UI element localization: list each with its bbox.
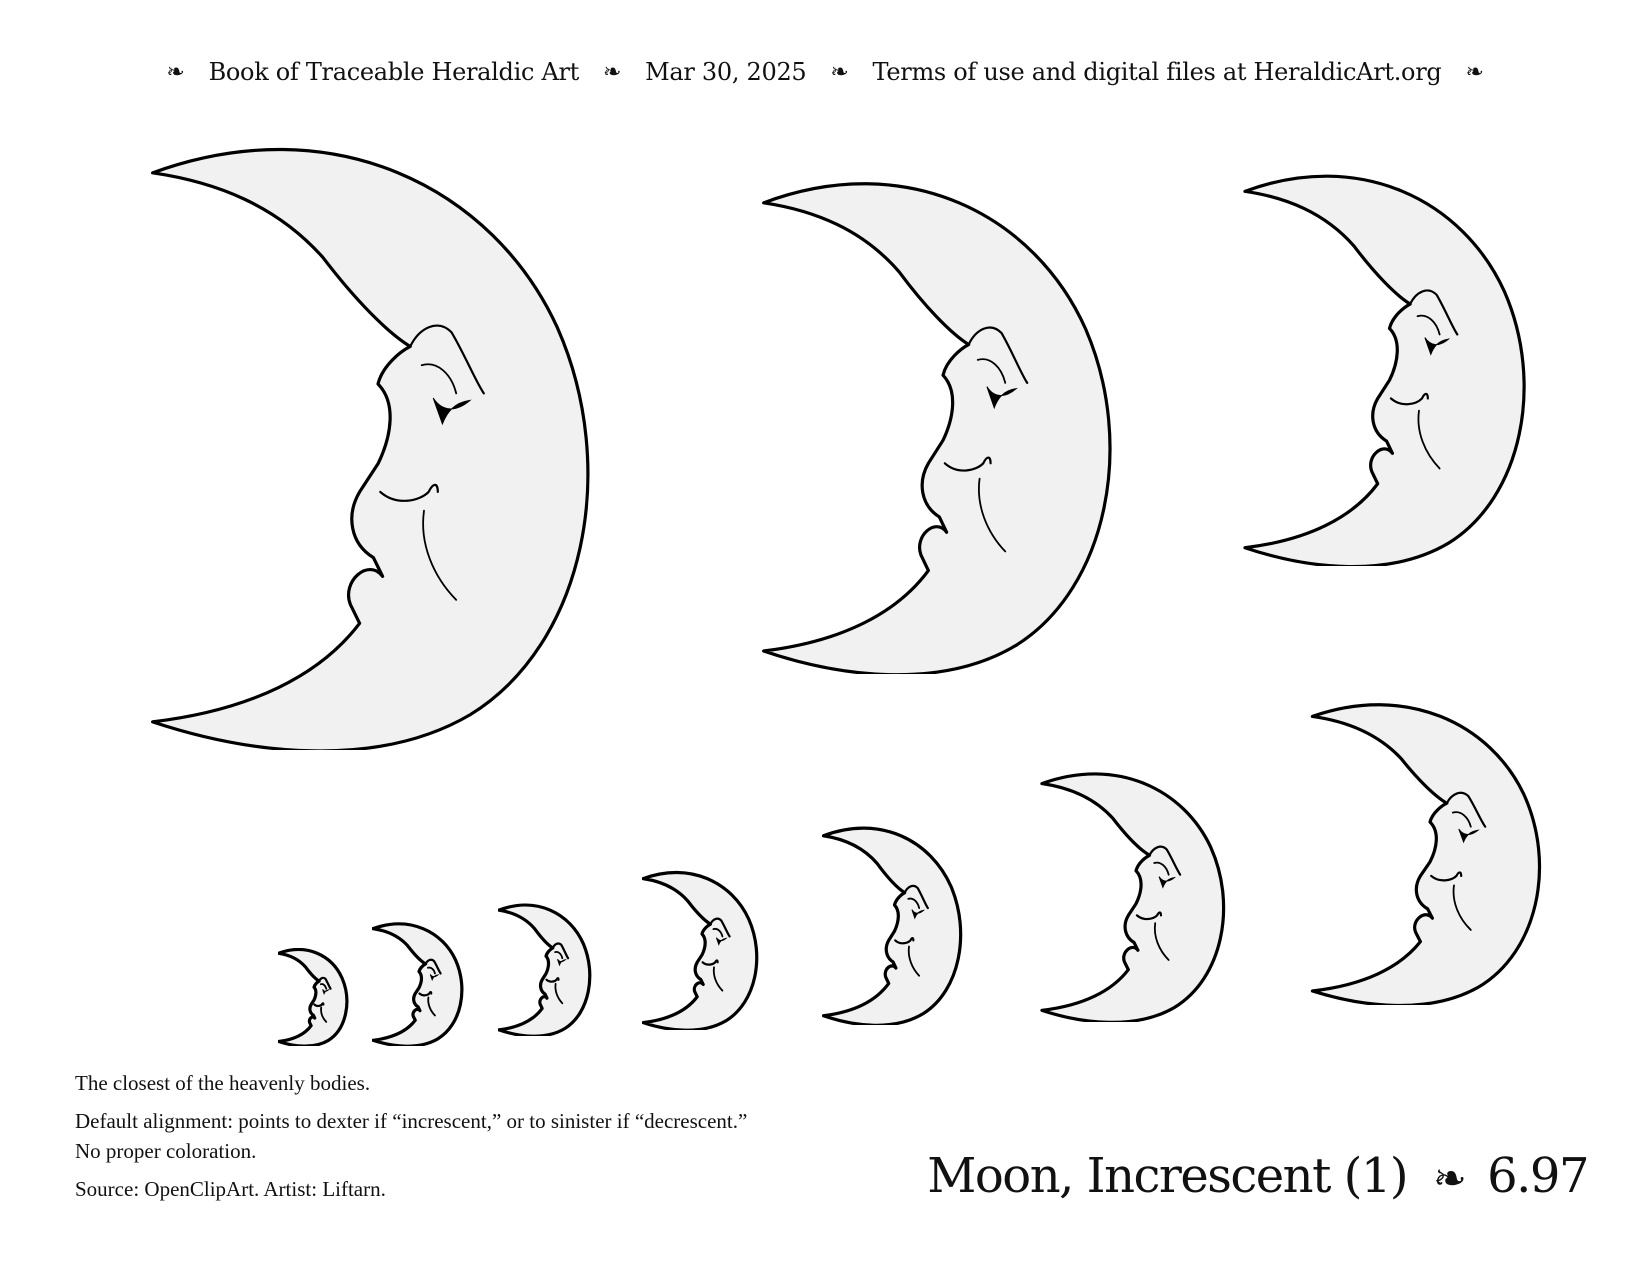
moon-figure-4	[1310, 700, 1550, 1005]
moon-figure-7	[642, 870, 762, 1030]
moon-figure-8	[498, 903, 594, 1036]
description-line: The closest of the heavenly bodies.	[75, 1071, 371, 1095]
moon-figure-10	[278, 948, 350, 1046]
moon-figure-5	[1040, 770, 1232, 1022]
fleuron-ornament: ❧	[603, 59, 622, 85]
plate-title: Moon, Increscent (1)	[927, 1148, 1408, 1204]
moon-figure-1	[148, 140, 608, 750]
moon-figure-9	[372, 922, 466, 1046]
fleuron-ornament: ❧	[1465, 59, 1484, 85]
fleuron-ornament: ❧	[830, 59, 849, 85]
moon-figure-6	[822, 825, 967, 1025]
moon-figure-2	[760, 176, 1126, 674]
plate-title-block	[927, 1148, 1588, 1204]
fleuron-ornament: ❧	[166, 59, 185, 85]
description-line: No proper coloration.	[75, 1139, 257, 1163]
fleuron-ornament: ❧	[1433, 1156, 1466, 1202]
moon-figure-3	[1242, 170, 1537, 566]
terms-of-use: Terms of use and digital files at HeraldicArt.org	[872, 58, 1442, 86]
page-date: Mar 30, 2025	[645, 58, 807, 86]
description-line: Default alignment: points to dexter if “increscent,” or to sinister if “decrescent.”	[75, 1109, 748, 1133]
plate-number: 6.97	[1487, 1148, 1588, 1204]
plate-description	[75, 1068, 935, 1204]
page-header	[0, 58, 1650, 86]
book-title: Book of Traceable Heraldic Art	[208, 58, 579, 86]
source-credit: Source: OpenClipArt. Artist: Liftarn.	[75, 1177, 386, 1201]
